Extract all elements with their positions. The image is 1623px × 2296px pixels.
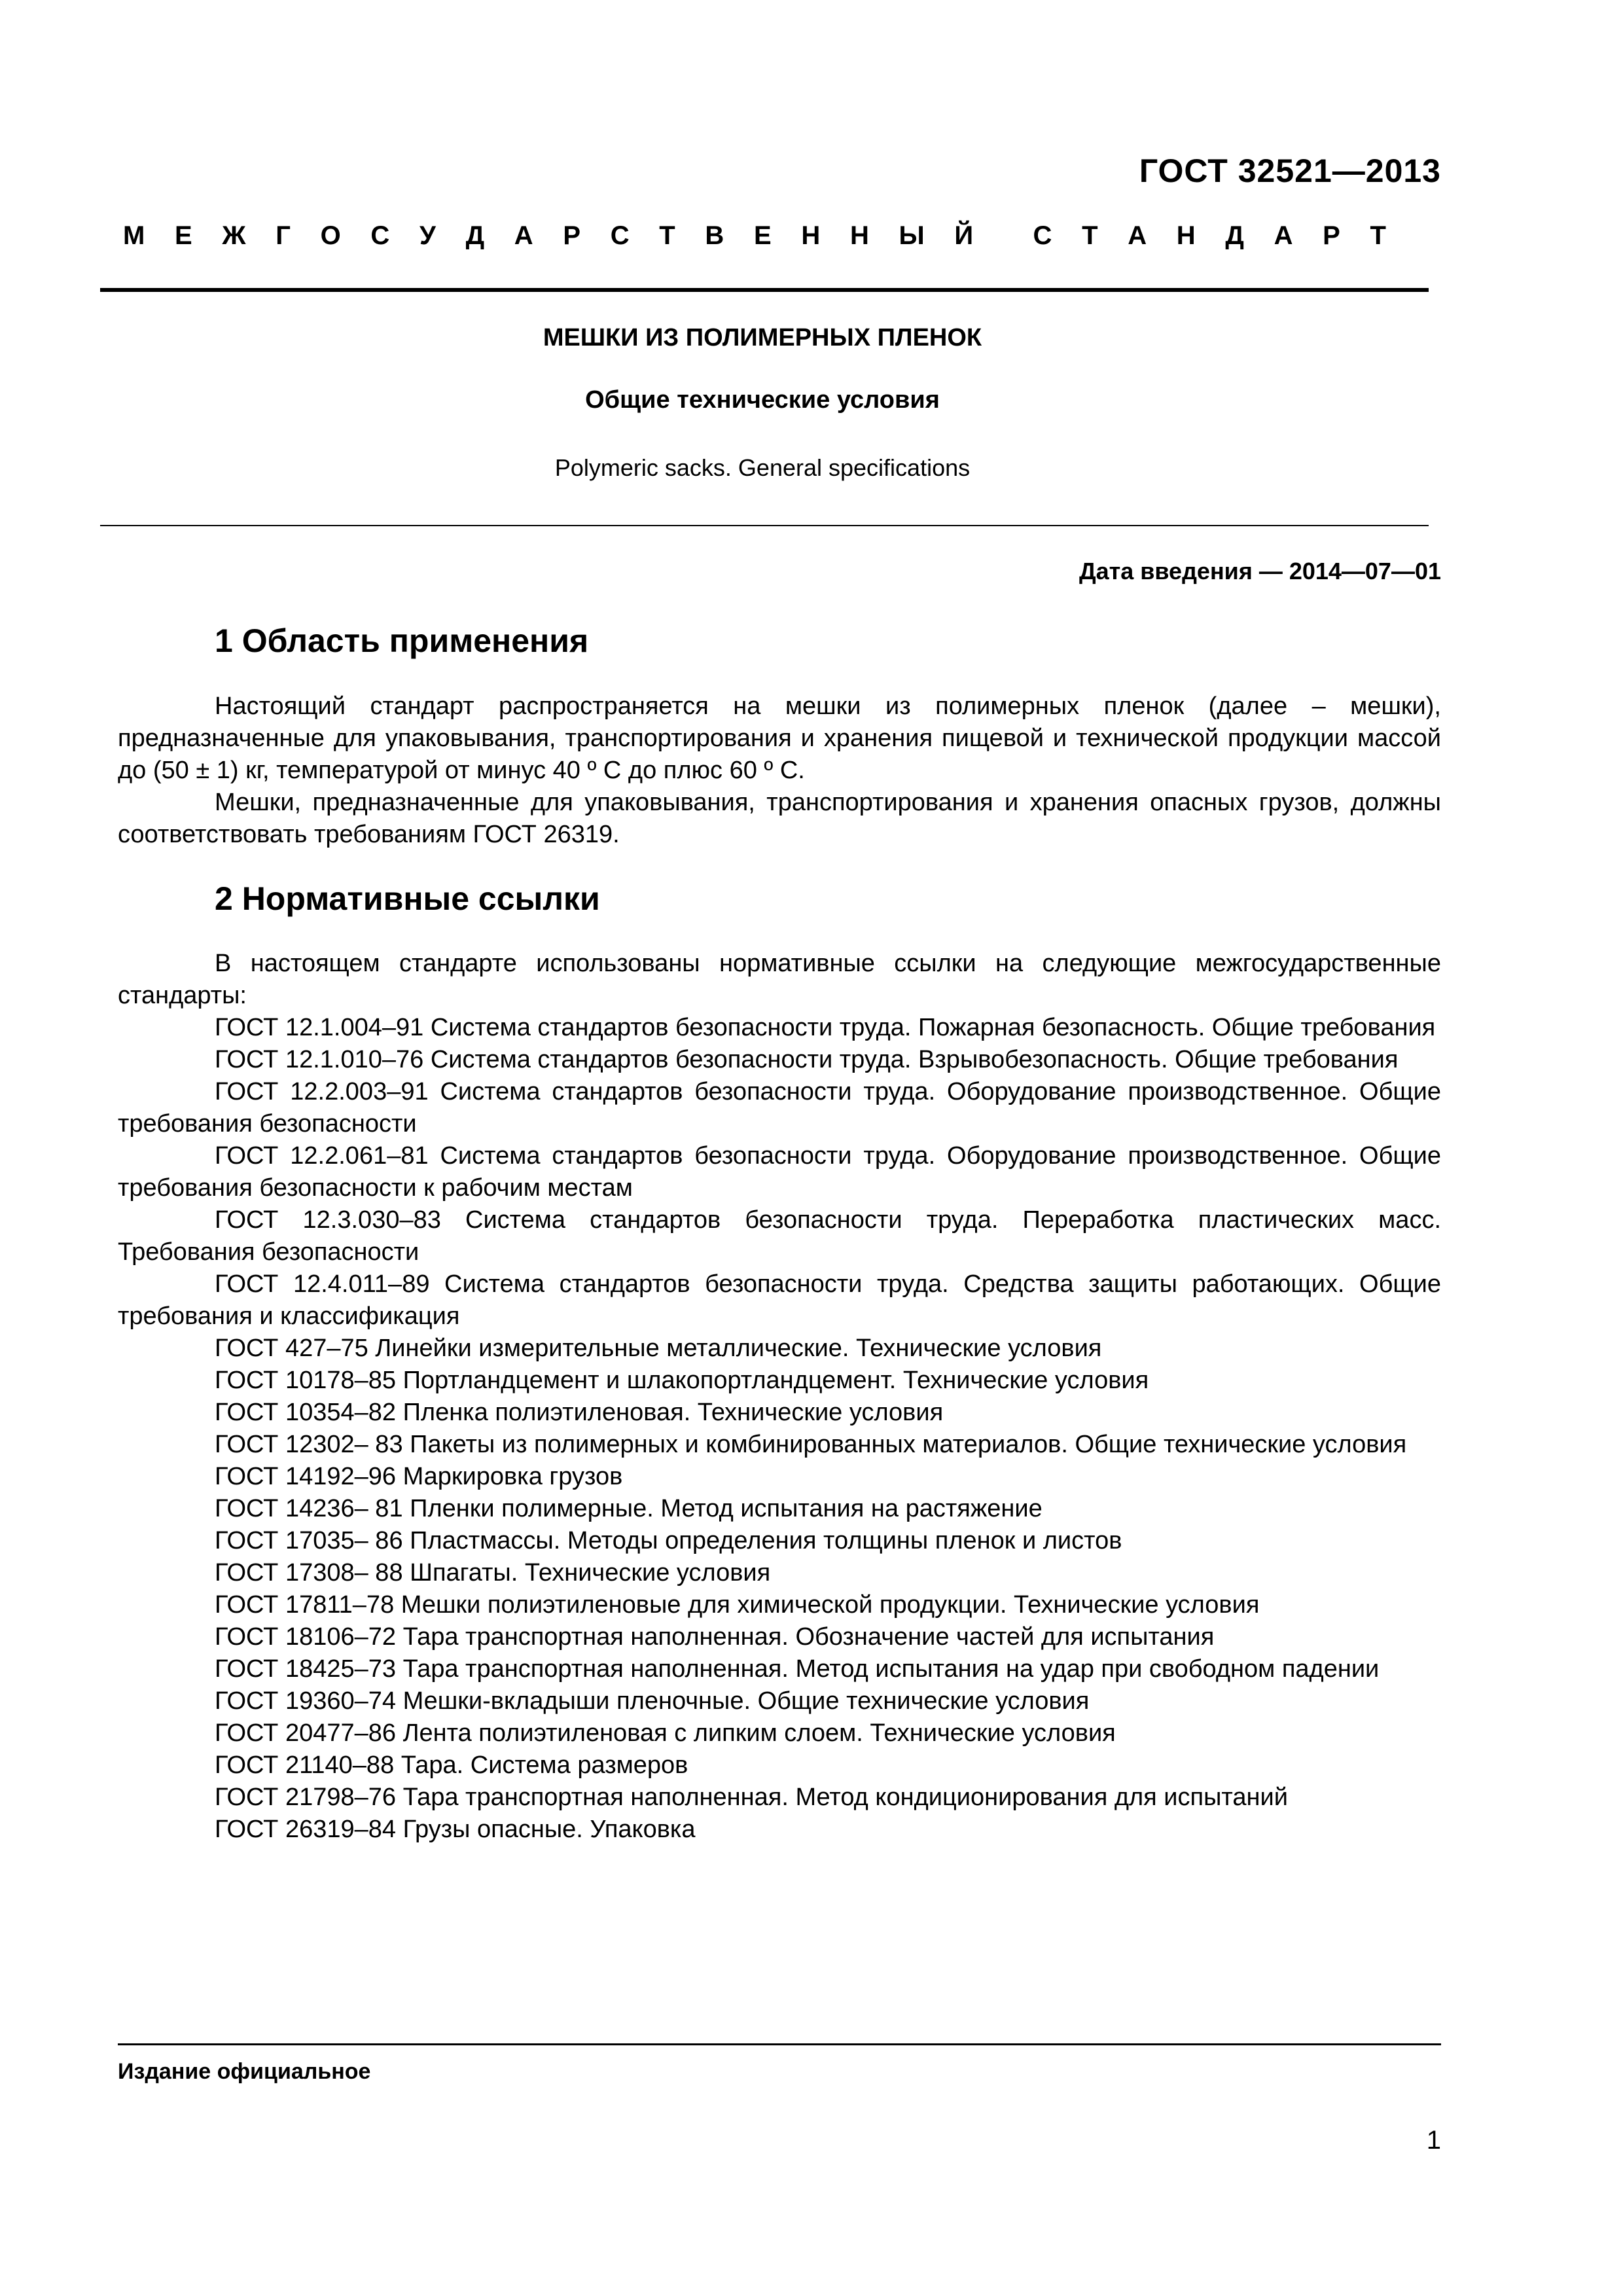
reference-item: ГОСТ 12.1.004–91 Система стандартов безопасности труда. Пожарная безопасность. Общие требования [215, 1014, 1436, 1041]
reference-item: ГОСТ 18106–72 Тара транспортная наполненная. Обозначение частей для испытания [215, 1623, 1215, 1651]
reference-item: ГОСТ 12.2.061–81 Система стандартов безопасности труда. Оборудование производственное. Общие требования безопасности к рабочим местам [118, 1142, 1441, 1202]
heading-letter: Д [465, 221, 485, 250]
reference-item: ГОСТ 12.2.003–91 Система стандартов безопасности труда. Оборудование производственное. Общие требования безопасности [118, 1078, 1441, 1138]
paragraph: Мешки, предназначенные для упаковывания, транспортирования и хранения опасных грузов, должны соответствовать требованиям ГОСТ 26319. [118, 789, 1441, 848]
heading-letter: Й [954, 221, 974, 250]
section-heading-scope: 1 Область применения [215, 622, 589, 659]
reference-item: ГОСТ 20477–86 Лента полиэтиленовая с липким слоем. Технические условия [215, 1719, 1116, 1747]
section-references-body [118, 948, 1441, 1846]
paragraph: В настоящем стандарте использованы нормативные ссылки на следующие межгосударственные стандарты: [118, 950, 1441, 1009]
reference-item: ГОСТ 18425–73 Тара транспортная наполненная. Метод испытания на удар при свободном падении [215, 1655, 1380, 1683]
heading-letter: Н [801, 221, 821, 250]
reference-item: ГОСТ 17035– 86 Пластмассы. Методы определения толщины пленок и листов [215, 1527, 1122, 1554]
reference-item: ГОСТ 12.1.010–76 Система стандартов безопасности труда. Взрывобезопасность. Общие требования [215, 1046, 1399, 1073]
heading-letter: У [419, 221, 436, 250]
reference-item: ГОСТ 17811–78 Мешки полиэтиленовые для химической продукции. Технические условия [215, 1591, 1260, 1619]
reference-item: ГОСТ 26319–84 Грузы опасные. Упаковка [215, 1816, 696, 1843]
heading-letter: Г [276, 221, 291, 250]
heading-letter: Ы [899, 221, 925, 250]
gost-number: ГОСТ 32521—2013 [1139, 152, 1441, 189]
reference-item: ГОСТ 12.3.030–83 Система стандартов безопасности труда. Переработка пластических масс. Требования безопасности [118, 1206, 1441, 1266]
reference-item: ГОСТ 14192–96 Маркировка грузов [215, 1463, 623, 1490]
heading-letter: Н [1176, 221, 1196, 250]
heading-letter: Е [175, 221, 192, 250]
document-title-english: Polymeric sacks. General specifications [554, 454, 971, 481]
heading-letter: С [370, 221, 390, 250]
document-title: МЕШКИ ИЗ ПОЛИМЕРНЫХ ПЛЕНОК [543, 324, 982, 351]
standard-type-heading [123, 221, 1386, 251]
heading-letter: С [1033, 221, 1052, 250]
reference-item: ГОСТ 427–75 Линейки измерительные металлические. Технические условия [215, 1335, 1102, 1362]
reference-item: ГОСТ 21798–76 Тара транспортная наполненная. Метод кондиционирования для испытаний [215, 1784, 1288, 1811]
introduction-date: Дата введения — 2014—07—01 [1079, 558, 1441, 584]
reference-item: ГОСТ 19360–74 Мешки-вкладыши пленочные. Общие технические условия [215, 1687, 1090, 1715]
reference-item: ГОСТ 21140–88 Тара. Система размеров [215, 1751, 688, 1779]
heading-letter: Т [1370, 221, 1386, 250]
heading-letter: А [1274, 221, 1293, 250]
official-edition-label: Издание официальное [118, 2059, 371, 2084]
paragraph: Настоящий стандарт распространяется на мешки из полимерных пленок (далее – мешки), предназначенные для упаковывания, транспортирования и хранения пищевой и технической продукции массой до (50 ± 1) кг, температурой от минус 40 º С до плюс 60 º С. [118, 692, 1441, 784]
reference-item: ГОСТ 12.4.011–89 Система стандартов безопасности труда. Средства защиты работающих. Общие требования и классификация [118, 1270, 1441, 1330]
reference-item: ГОСТ 14236– 81 Пленки полимерные. Метод испытания на растяжение [215, 1495, 1043, 1522]
heading-letter: О [320, 221, 341, 250]
heading-letter: А [514, 221, 533, 250]
heading-letter: Н [849, 221, 869, 250]
section-scope-body [118, 691, 1441, 851]
heading-letter: Р [563, 221, 581, 250]
heading-letter: Д [1225, 221, 1244, 250]
heading-letter: Е [754, 221, 772, 250]
reference-item: ГОСТ 17308– 88 Шпагаты. Технические условия [215, 1559, 771, 1587]
heading-letter: С [610, 221, 630, 250]
reference-item: ГОСТ 10178–85 Портландцемент и шлакопортландцемент. Технические условия [215, 1367, 1149, 1394]
document-subtitle: Общие технические условия [585, 386, 940, 414]
footer-rule [118, 2043, 1441, 2045]
heading-letter: Р [1323, 221, 1340, 250]
reference-list [118, 1012, 1441, 1846]
reference-item: ГОСТ 12302– 83 Пакеты из полимерных и комбинированных материалов. Общие технические условия [215, 1431, 1407, 1458]
heading-letter: М [123, 221, 145, 250]
section-heading-normative-references: 2 Нормативные ссылки [215, 880, 600, 917]
title-rule [100, 525, 1429, 526]
reference-item: ГОСТ 10354–82 Пленка полиэтиленовая. Технические условия [215, 1399, 944, 1426]
heading-letter: А [1128, 221, 1147, 250]
page-number: 1 [1426, 2126, 1441, 2155]
heading-letter: Ж [222, 221, 246, 250]
heading-letter: В [705, 221, 724, 250]
header-rule [100, 288, 1429, 292]
heading-letter: Т [659, 221, 675, 250]
heading-letter: Т [1082, 221, 1098, 250]
